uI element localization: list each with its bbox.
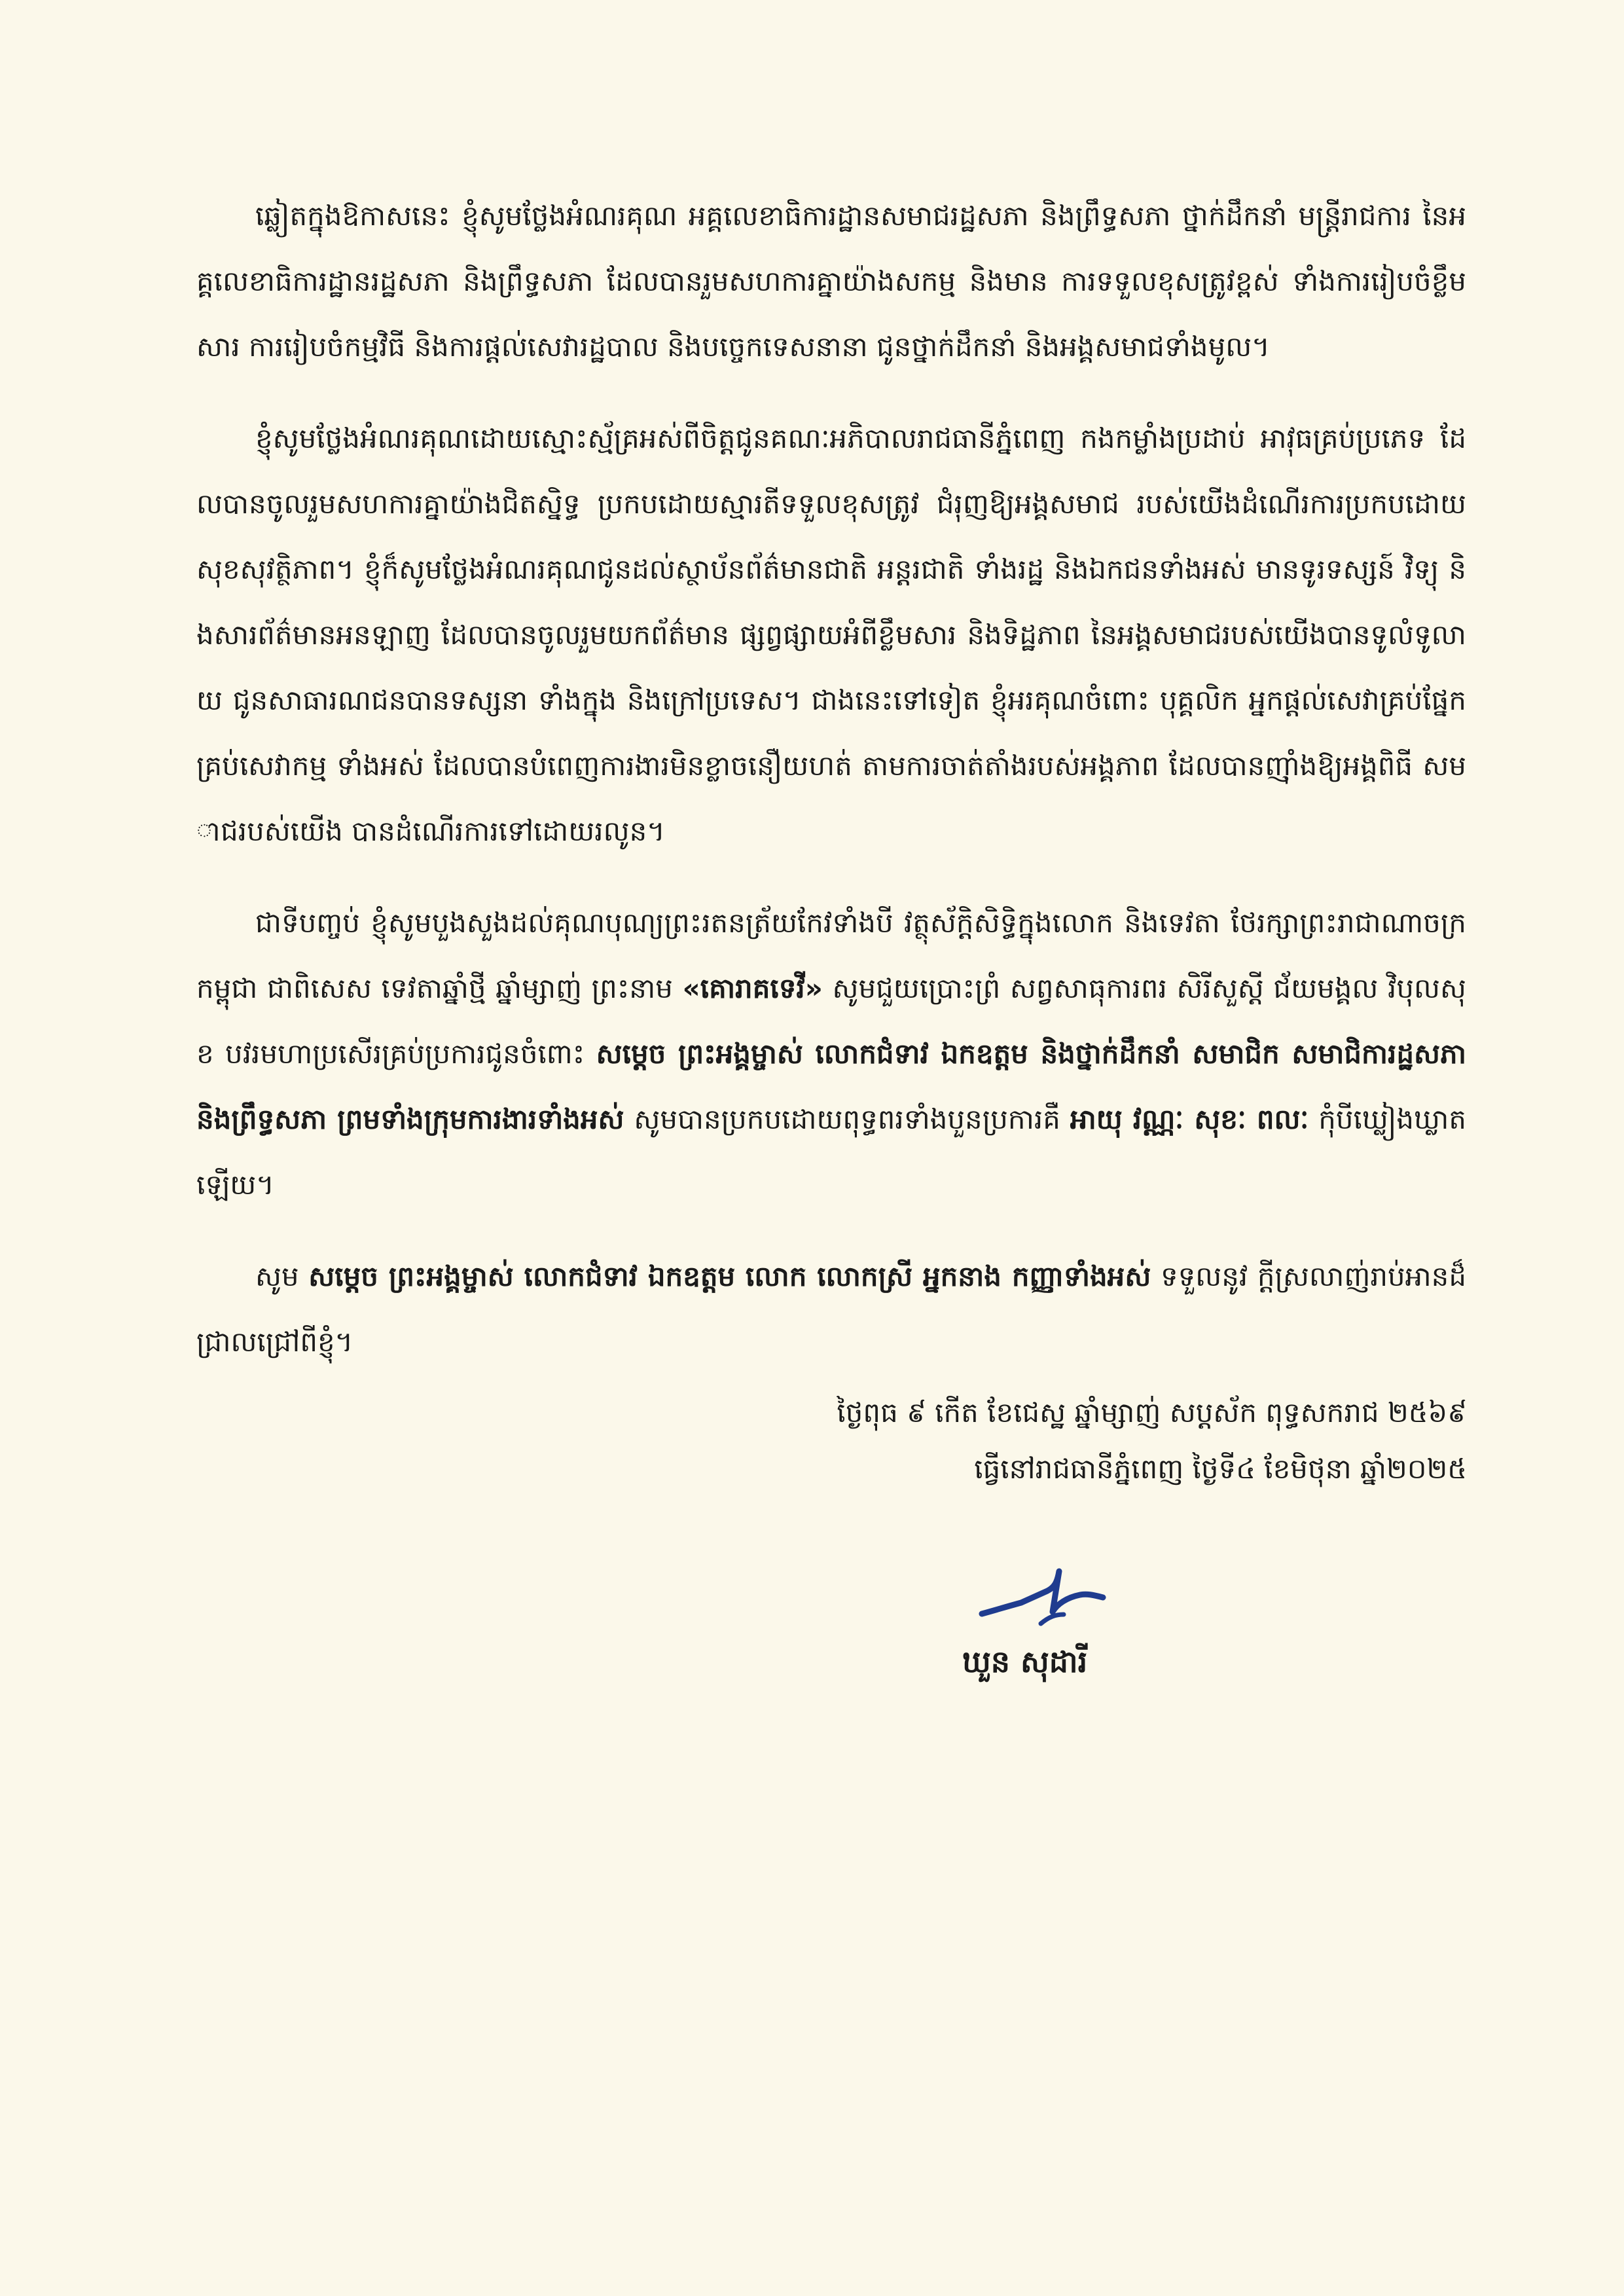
text-segment-bold: អាយុ វណ្ណៈ សុខៈ ពលៈ xyxy=(1070,1103,1309,1135)
signature-mark xyxy=(975,1552,1113,1643)
text-segment: សូមបានប្រកបដោយពុទ្ធពរទាំងបួនប្រការគឺ xyxy=(624,1103,1070,1135)
text-segment-bold: «គោរាគទេវី» xyxy=(682,972,823,1004)
text-segment: ទទួលនូវ ក្តីស្រលាញ់រាប់អានដ៏ជ្រាលជ្រៅពីខ្ញុំ។ xyxy=(196,1260,1466,1358)
text-segment: កុំបីឃ្លៀងឃ្លាតឡើយ។ xyxy=(196,1103,1466,1201)
text-segment: ជាទីបញ្ចប់ ខ្ញុំសូមបួងសួងដល់គុណបុណ្យព្រះរតនត្រ័យកែវទាំងបី វត្ថុស័ក្តិសិទ្ធិក្នុងលោក និងទេវតា ថែរក្សាព្រះរាជាណាចក្រកម្ពុជា ជាពិសេស ទេវតាឆ្នាំថ្មី ឆ្នាំម្សាញ់ ព្រះនាម xyxy=(196,907,1466,1004)
text-segment-bold: សម្តេច ព្រះអង្គម្ចាស់ លោកជំទាវ ឯកឧត្តម និងថ្នាក់ដឹកនាំ សមាជិក សមាជិការដ្ឋសភា និងព្រឹទ្ធសភា ព្រមទាំងក្រុមការងារទាំងអស់ xyxy=(196,1038,1467,1135)
paragraph-thanks-secretariat xyxy=(196,183,1466,380)
text-segment: ឆ្លៀតក្នុងឱកាសនេះ ខ្ញុំសូមថ្លែងអំណរគុណ អគ្គលេខាធិការដ្ឋានសមាជរដ្ឋសភា និងព្រឹទ្ធសភា ថ្នាក់ដឹកនាំ មន្ត្រីរាជការ នៃអគ្គលេខាធិការដ្ឋានរដ្ឋសភា និងព្រឹទ្ធសភា ដែលបានរួមសហការគ្នាយ៉ាងសកម្ម និងមាន ការទទួលខុសត្រូវខ្ពស់ ទាំងការរៀបចំខ្លឹមសារ ការរៀបចំកម្មវិធី និងការផ្តល់សេវារដ្ឋបាល និងបច្ចេកទេសនានា ជូនថ្នាក់ដឹកនាំ និងអង្គសមាជទាំងមូល។ xyxy=(196,200,1466,363)
lunar-date: ថ្ងៃពុធ ៩ កើត ខែជេស្ឋ ឆ្នាំម្សាញ់ សប្តស័ក ពុទ្ធសករាជ ២៥៦៩ xyxy=(837,1396,1467,1429)
paragraph-blessing xyxy=(196,890,1466,1218)
paragraph-closing xyxy=(196,1244,1466,1375)
paragraph-thanks-authorities-media xyxy=(196,406,1466,864)
text-segment: ខ្ញុំសូមថ្លែងអំណរគុណដោយស្មោះស្ម័គ្រអស់ពីចិត្តជូនគណៈអភិបាលរាជធានីភ្នំពេញ កងកម្លាំងប្រដាប់ អាវុធគ្រប់ប្រភេទ ដែលបានចូលរួមសហការគ្នាយ៉ាងជិតស្និទ្ធ ប្រកបដោយស្មារតីទទួលខុសត្រូវ ជំរុញឱ្យអង្គសមាជ របស់យើងដំណើរការប្រកបដោយសុខសុវត្ថិភាព។ ខ្ញុំក៏សូមថ្លែងអំណរគុណជូនដល់ស្ថាប័នព័ត៌មានជាតិ អន្តរជាតិ ទាំងរដ្ឋ និងឯកជនទាំងអស់ មានទូរទស្សន៍ វិទ្យុ និងសារព័ត៌មានអនឡាញ ដែលបានចូលរួមយកព័ត៌មាន ផ្សព្វផ្សាយអំពីខ្លឹមសារ និងទិដ្ឋភាព នៃអង្គសមាជរបស់យើងបានទូលំទូលាយ ជូនសាធារណជនបានទស្សនា ទាំងក្នុង និងក្រៅប្រទេស។ ជាងនេះទៅទៀត ខ្ញុំអរគុណចំពោះ បុគ្គលិក អ្នកផ្តល់សេវាគ្រប់ផ្នែក គ្រប់សេវាកម្ម ទាំងអស់ ដែលបានបំពេញការងារមិនខ្លាចនឿយហត់ តាមការចាត់តាំងរបស់អង្គភាព ដែលបានញ៉ាំងឱ្យអង្គពិធី សមាជរបស់យើង បានដំណើរការទៅដោយរលូន។ xyxy=(196,422,1466,847)
text-segment-bold: សម្តេច ព្រះអង្គម្ចាស់ លោកជំទាវ ឯកឧត្តម លោក លោកស្រី អ្នកនាង កញ្ញាទាំងអស់ xyxy=(308,1260,1151,1292)
text-segment: សូម xyxy=(255,1260,309,1292)
signer-name: ឃួន សុដារី xyxy=(962,1644,1088,1679)
text-segment: សូមជួយប្រោះព្រំ សព្វសាធុការពរ សិរីសួស្តី ជ័យមង្គល វិបុលសុខ បវរមហាប្រសើរគ្រប់ប្រការជូនចំពោះ xyxy=(196,972,1466,1070)
date-block xyxy=(837,1385,1467,1497)
letter-body xyxy=(196,183,1466,1401)
solar-date: ធ្វើនៅរាជធានីភ្នំពេញ ថ្ងៃទី៤ ខែមិថុនា ឆ្នាំ២០២៥ xyxy=(974,1453,1467,1485)
